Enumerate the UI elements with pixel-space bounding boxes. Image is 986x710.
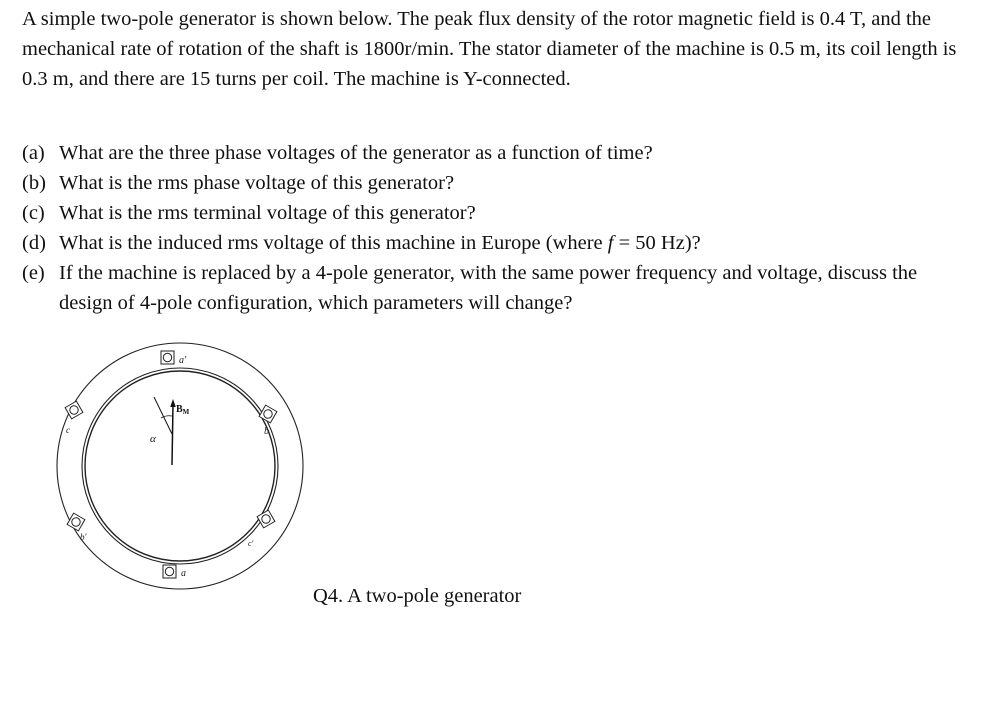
angle-label: α: [150, 433, 156, 445]
question-label: (d): [22, 232, 46, 254]
coil-b-prime: [67, 513, 85, 531]
question-text: What are the three phase voltages of the generator as a function of time?: [59, 142, 653, 164]
question-item: [22, 228, 972, 258]
question-list: [22, 138, 972, 318]
figure-caption: Q4. A two-pole generator: [313, 585, 522, 607]
question-text-before: What is the induced rms voltage of this machine in Europe (where: [59, 232, 608, 254]
stator-outer-ring: [57, 343, 303, 589]
label-c: c: [66, 425, 70, 435]
angle-arc: [161, 416, 172, 418]
generator-diagram: [50, 336, 310, 596]
question-item: [22, 198, 972, 228]
field-label-main: B: [176, 404, 183, 415]
label-b-prime: b′: [80, 532, 87, 542]
question-text: [59, 228, 972, 258]
problem-intro: A simple two-pole generator is shown below. The peak flux density of the rotor magnetic field is 0.4 T, and the mechanical rate of rotation of the shaft is 1800r/min. The stator diameter of the machine is 0.5 m, its coil length is 0.3 m, and there are 15 turns per coil. The machine is Y-connected.: [22, 8, 957, 90]
label-a: a: [181, 568, 186, 579]
question-text: What is the rms phase voltage of this generator?: [59, 172, 455, 194]
field-vector: [172, 404, 173, 465]
coil-b: [259, 405, 277, 423]
question-label: (a): [22, 142, 45, 164]
question-label: (b): [22, 172, 46, 194]
question-text-after: = 50 Hz)?: [613, 232, 701, 254]
question-text: If the machine is replaced by a 4-pole generator, with the same power frequency and voltage, discuss the design of 4-pole configuration, which parameters will change?: [59, 262, 918, 314]
field-label-subscript: M: [182, 408, 190, 416]
field-label: [176, 404, 190, 416]
question-label: (e): [22, 262, 45, 284]
coil-c-prime: [257, 510, 275, 528]
label-b: b: [264, 426, 269, 437]
question-item: [22, 168, 972, 198]
question-text: What is the rms terminal voltage of this generator?: [59, 202, 476, 224]
coil-a: [163, 565, 176, 578]
label-c-prime: c′: [248, 539, 254, 548]
coil-a-prime: [161, 351, 174, 364]
field-arrowhead: [170, 399, 176, 407]
frequency-variable: f: [607, 232, 614, 254]
stator-inner-ring: [82, 368, 278, 564]
question-item: [22, 138, 972, 168]
rotor-circle: [85, 371, 275, 561]
question-item: [22, 258, 972, 318]
question-label: (c): [22, 202, 45, 224]
label-a-prime: a′: [179, 355, 187, 366]
